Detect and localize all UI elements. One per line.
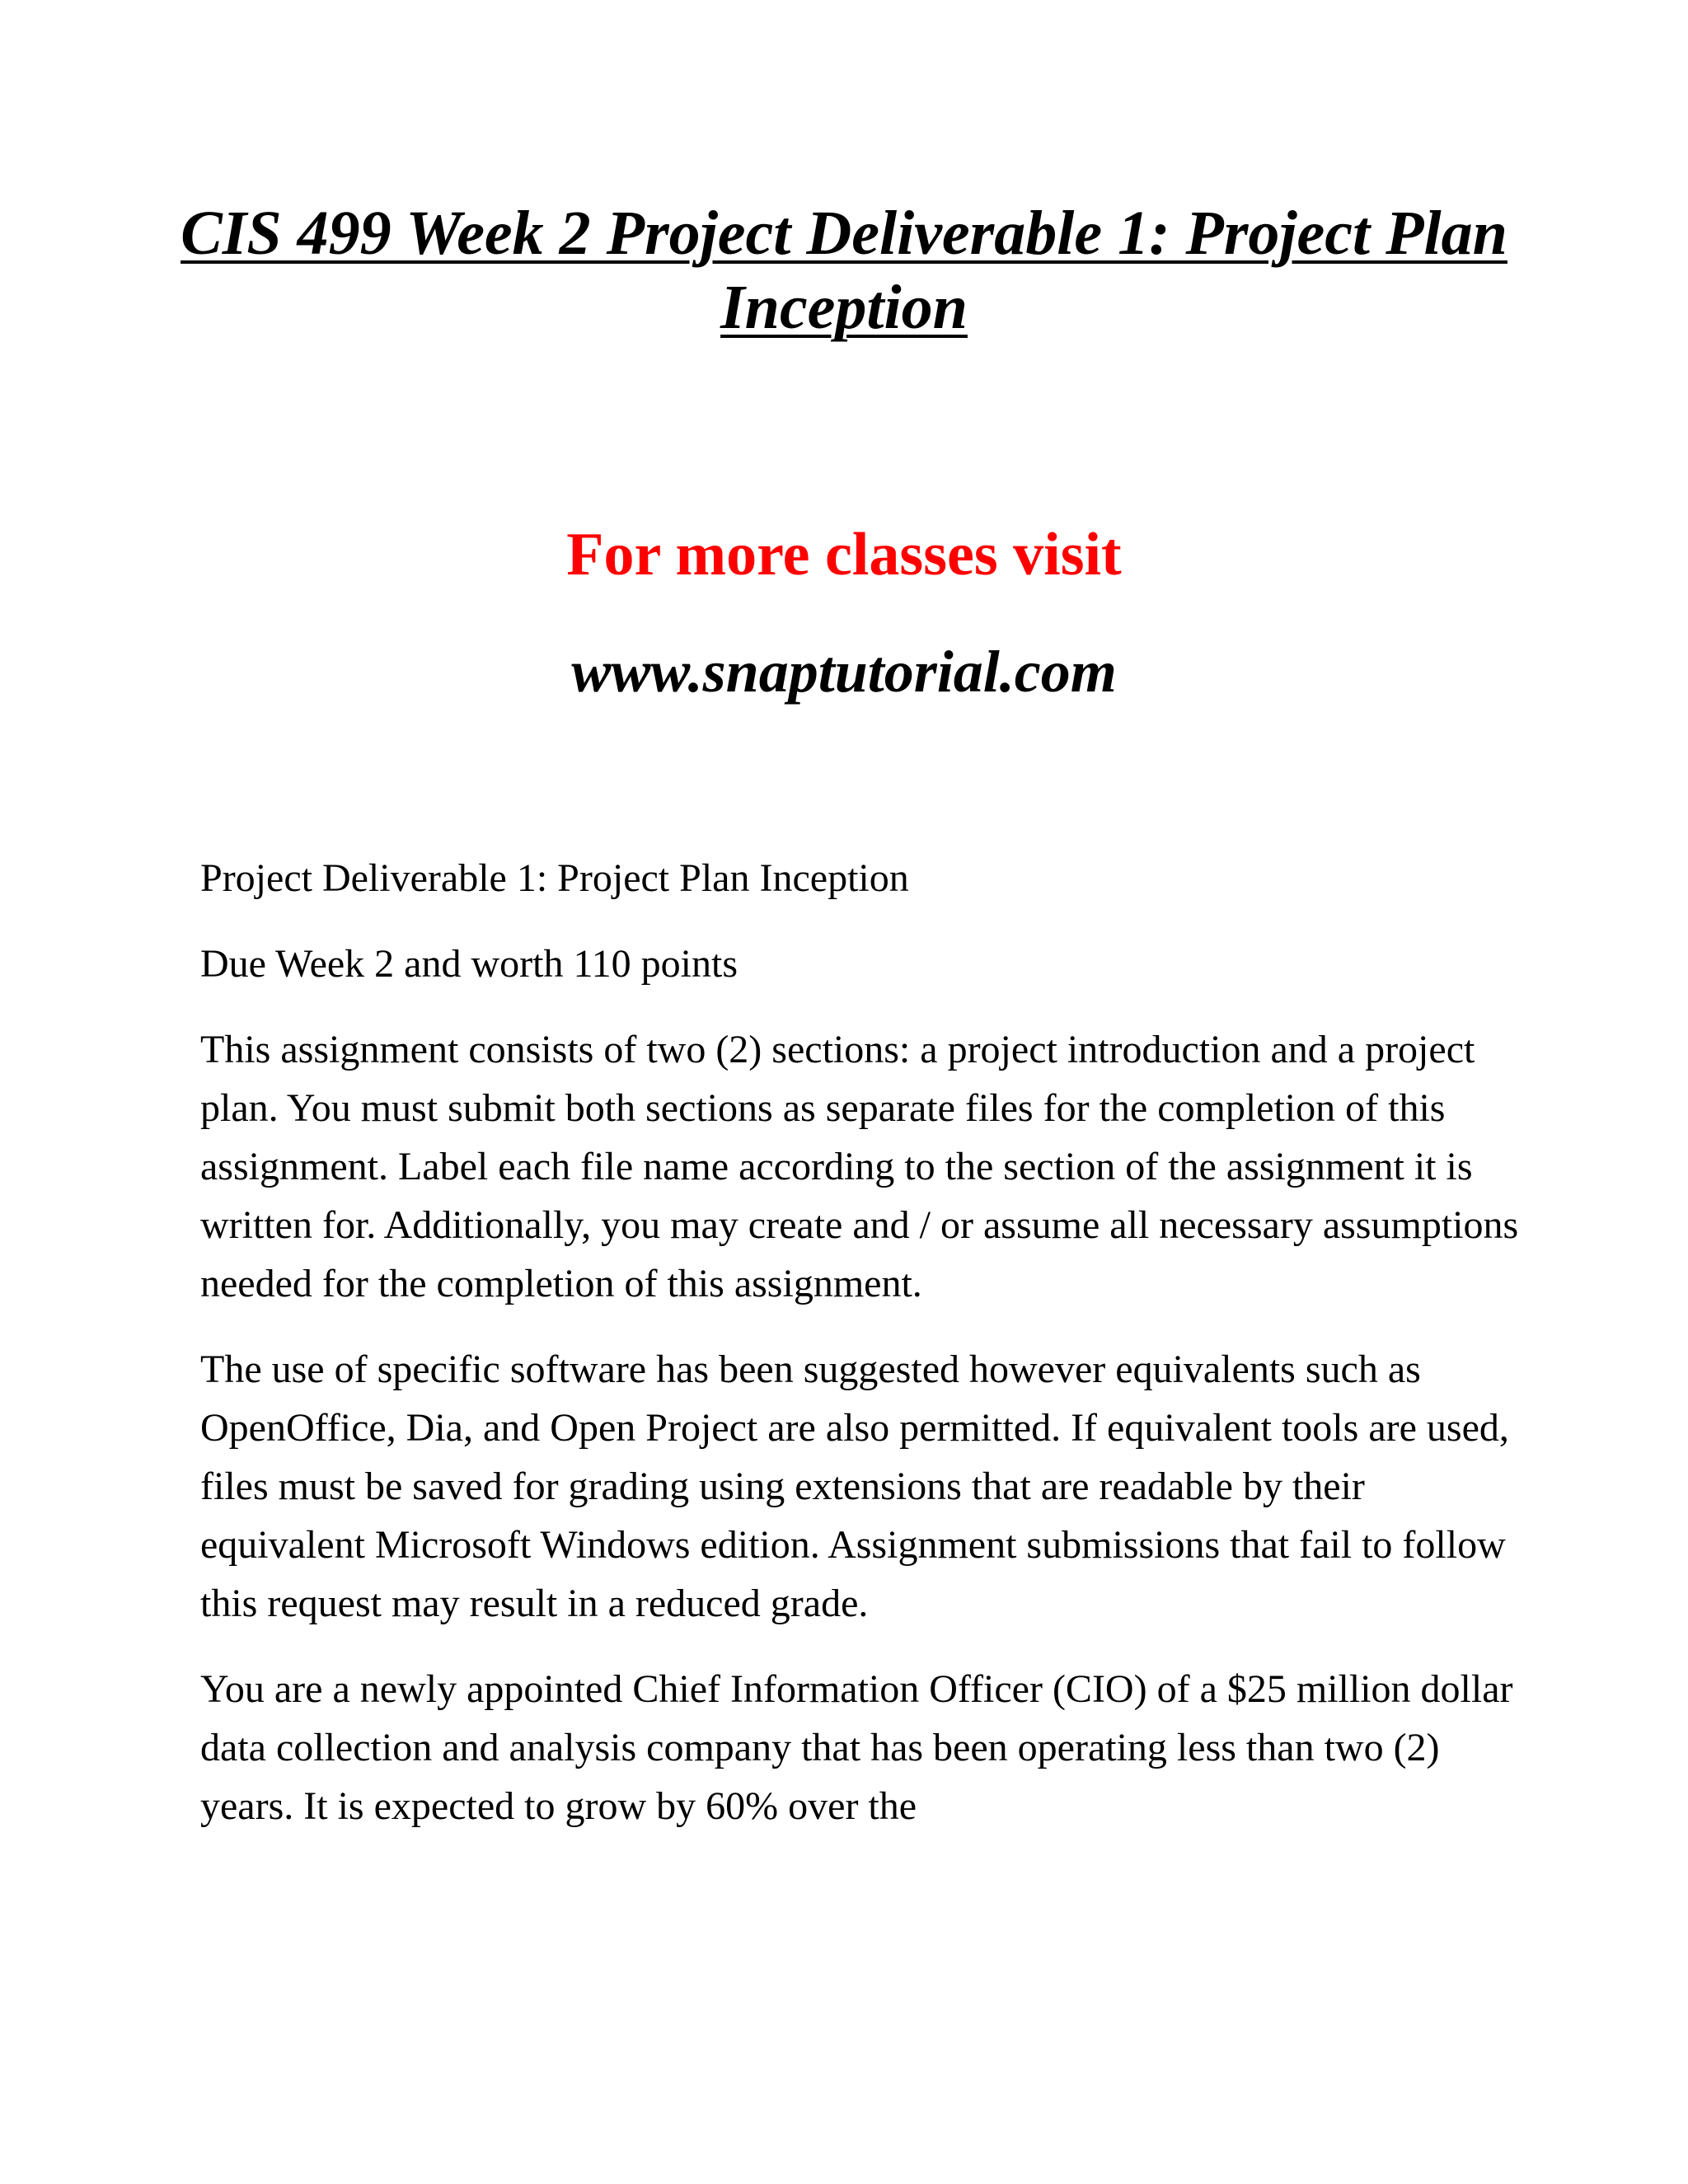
paragraph-assignment-sections: This assignment consists of two (2) sections: a project introduction and a project plan. You must submit both sections as separate files for the completion of this assignment. Label each file name according to the section of the assignment it is written for. Additionally, you may create and / or assume all necessary assumptions needed for the completion of this assignment. xyxy=(200,1028,1519,1305)
document-body xyxy=(200,849,1519,1863)
paragraph-software: The use of specific software has been suggested however equivalents such as OpenOffice, Dia, and Open Project are also permitted. If equivalent tools are used, files must be saved for grading using extensions that are readable by their equivalent Microsoft Windows edition. Assignment submissions that fail to follow this request may result in a reduced grade. xyxy=(200,1347,1509,1625)
paragraph-scenario: You are a newly appointed Chief Information Officer (CIO) of a $25 million dollar data collection and analysis company that has been operating less than two (2) years. It is expected to grow by 60% over the xyxy=(200,1667,1513,1828)
website-url: www.snaptutorial.com xyxy=(571,639,1117,705)
promo-text: For more classes visit xyxy=(566,521,1122,588)
paragraph-due-date: Due Week 2 and worth 110 points xyxy=(200,942,738,986)
document-title: CIS 499 Week 2 Project Deliverable 1: Project Plan Inception xyxy=(181,199,1507,342)
paragraph-deliverable-heading: Project Deliverable 1: Project Plan Inception xyxy=(200,856,909,900)
